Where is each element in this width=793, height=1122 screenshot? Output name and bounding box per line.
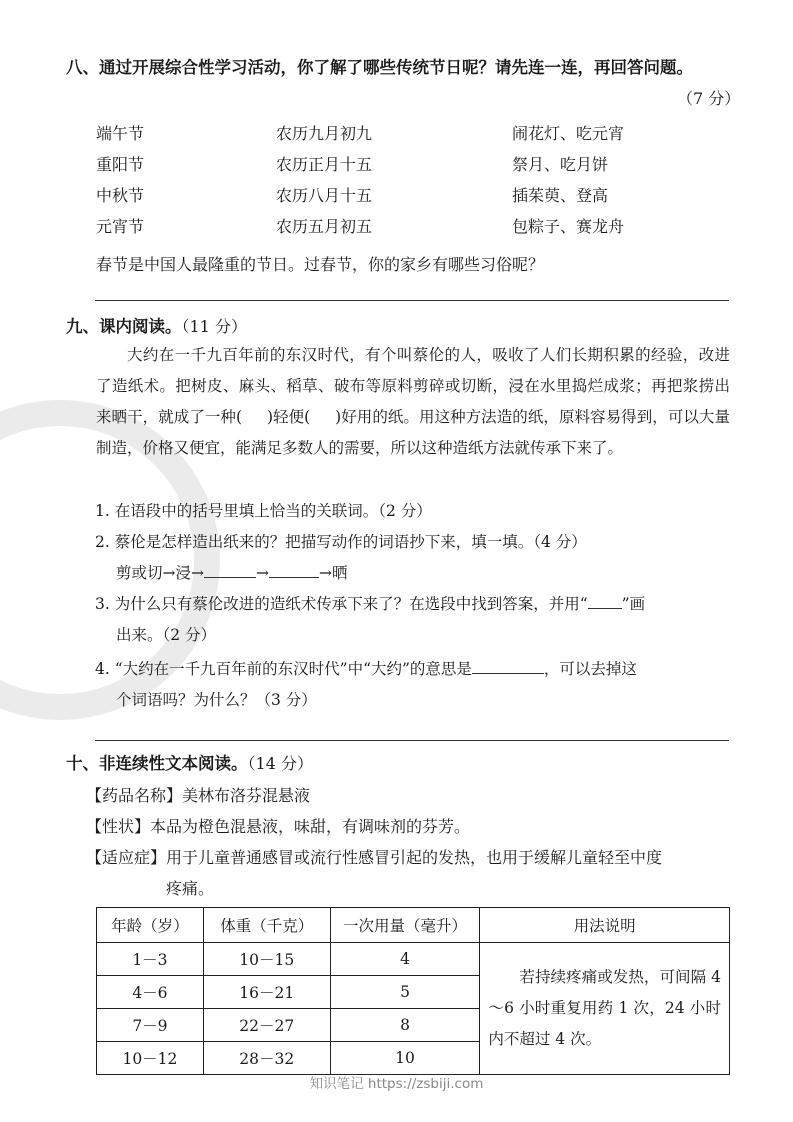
section-10-score: （14 分）	[247, 754, 313, 773]
date-item: 农历五月初五	[276, 217, 373, 236]
table-row	[97, 943, 730, 976]
custom-item: 祭月、吃月饼	[512, 155, 609, 174]
underline-sample	[588, 608, 622, 609]
drug-property: 【性状】本品为橙色混悬液，味甜，有调味剂的芬芳。	[86, 817, 471, 836]
table-cell: 4	[330, 943, 480, 976]
question-4-cont: 个词语吗？为什么？（3 分）	[116, 691, 317, 709]
answer-blank[interactable]	[204, 577, 256, 578]
table-cell: 1－3	[97, 943, 204, 976]
drug-name: 【药品名称】美林布洛芬混悬液	[86, 786, 311, 805]
table-header-row	[97, 908, 730, 943]
answer-blank[interactable]	[472, 673, 544, 674]
question-3-cont: 出来。（2 分）	[116, 626, 217, 644]
date-item: 农历八月十五	[276, 186, 373, 205]
section-10-heading	[66, 750, 313, 774]
section-8-title: 八、通过开展综合性学习活动，你了解了哪些传统节日呢？请先连一连，再回答问题。	[66, 58, 693, 77]
custom-item: 闹花灯、吃元宵	[512, 124, 625, 143]
festival-item: 元宵节	[96, 217, 145, 236]
section-9-heading	[66, 313, 247, 337]
section-9-title: 九、课内阅读。	[66, 317, 182, 336]
festival-item: 端午节	[96, 124, 145, 143]
table-cell: 8	[330, 1009, 480, 1042]
table-cell: 28－32	[203, 1042, 330, 1075]
drug-indication: 【适应症】用于儿童普通感冒或流行性感冒引起的发热，也用于缓解儿童轻至中度	[86, 848, 663, 867]
date-item: 农历九月初九	[276, 124, 373, 143]
section-8-question: 春节是中国人最隆重的节日。过春节，你的家乡有哪些习俗呢？	[96, 255, 545, 274]
question-4: 4. “大约在一千九百年前的东汉时代”中“大约”的意思是 ，可以去掉这	[95, 660, 637, 678]
table-header: 年龄（岁）	[97, 908, 204, 943]
custom-item: 插茱萸、登高	[512, 186, 609, 205]
reading-passage: 大约在一千九百年前的东汉时代，有个叫蔡伦的人，吸收了人们长期积累的经验，改进了造纸术。把树皮、麻头、稻草、破布等原料剪碎或切断，浸在水里捣烂成浆；再把浆捞出来晒干，就成了一种( )轻便( )好用的纸。用这种方法造的纸，原料容易得到，可以大量制造，价格又便宜，能满足多数人的需要，所以这种造纸方法就传承下来了。	[96, 346, 730, 457]
table-cell: 10	[330, 1042, 480, 1075]
question-3: 3. 为什么只有蔡伦改进的造纸术传承下来了？在选段中找到答案，并用“ ”画	[95, 595, 646, 613]
section-9-score: （11 分）	[181, 317, 247, 336]
table-header: 用法说明	[480, 908, 730, 943]
date-item: 农历正月十五	[276, 155, 373, 174]
footer-watermark: 知识笔记 https://zsbiji.com	[309, 1076, 484, 1092]
table-cell: 10－15	[203, 943, 330, 976]
table-header: 一次用量（毫升）	[330, 908, 480, 943]
table-header: 体重（千克）	[203, 908, 330, 943]
answer-line	[95, 300, 729, 301]
table-cell: 5	[330, 976, 480, 1009]
question-1: 1. 在语段中的括号里填上恰当的关联词。（2 分）	[95, 502, 432, 520]
usage-note: 若持续疼痛或发热，可间隔 4～6 小时重复用药 1 次，24 小时内不超过 4 次。	[480, 943, 730, 1075]
table-cell: 16－21	[203, 976, 330, 1009]
drug-indication-cont: 疼痛。	[166, 879, 215, 898]
question-2-sequence: 剪或切→浸→ → →晒	[116, 564, 348, 582]
dosage-table	[96, 907, 730, 1075]
answer-line	[95, 740, 729, 741]
answer-blank[interactable]	[269, 577, 319, 578]
custom-item: 包粽子、赛龙舟	[512, 217, 625, 236]
table-cell: 22－27	[203, 1009, 330, 1042]
festival-item: 中秋节	[96, 186, 145, 205]
section-10-title: 十、非连续性文本阅读。	[66, 754, 248, 773]
table-cell: 7－9	[97, 1009, 204, 1042]
section-8-score: （7 分）	[677, 89, 741, 108]
table-cell: 4－6	[97, 976, 204, 1009]
question-2: 2. 蔡伦是怎样造出纸来的？把描写动作的词语抄下来，填一填。（4 分）	[95, 533, 587, 551]
festival-item: 重阳节	[96, 155, 145, 174]
table-cell: 10－12	[97, 1042, 204, 1075]
